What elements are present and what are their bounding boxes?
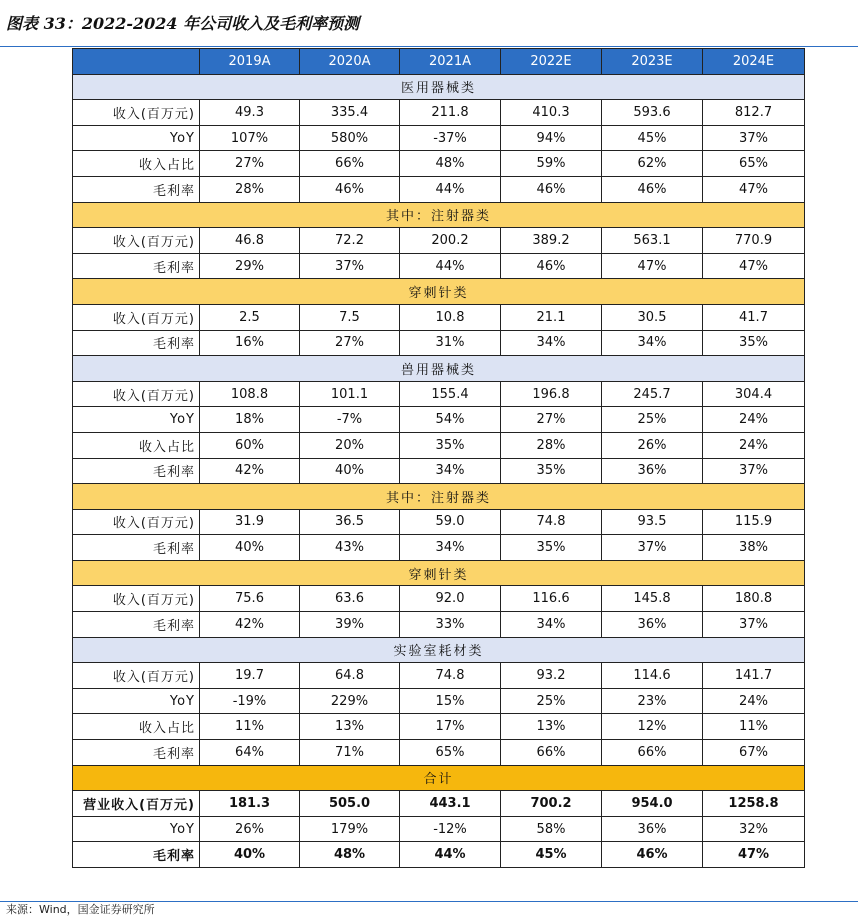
value-cell: 26% bbox=[602, 432, 703, 458]
value-cell: 179% bbox=[300, 816, 400, 842]
table-row bbox=[73, 740, 805, 766]
value-cell: 43% bbox=[300, 535, 400, 561]
table-row bbox=[73, 407, 805, 433]
value-cell: 46% bbox=[602, 842, 703, 868]
year-header: 2024E bbox=[703, 49, 805, 75]
section-title: 兽用器械类 bbox=[73, 356, 805, 382]
value-cell: 114.6 bbox=[602, 663, 703, 689]
value-cell: 46.8 bbox=[200, 228, 300, 254]
row-label: 毛利率 bbox=[73, 842, 200, 868]
value-cell: 36% bbox=[602, 816, 703, 842]
value-cell: 41.7 bbox=[703, 304, 805, 330]
row-label: 营业收入(百万元) bbox=[73, 791, 200, 817]
table-row bbox=[73, 228, 805, 254]
value-cell: 65% bbox=[703, 151, 805, 177]
value-cell: 46% bbox=[300, 176, 400, 202]
value-cell: 34% bbox=[400, 535, 501, 561]
year-header: 2021A bbox=[400, 49, 501, 75]
section-row bbox=[73, 202, 805, 228]
value-cell: 32% bbox=[703, 816, 805, 842]
value-cell: 63.6 bbox=[300, 586, 400, 612]
value-cell: 21.1 bbox=[501, 304, 602, 330]
value-cell: 24% bbox=[703, 688, 805, 714]
value-cell: 34% bbox=[400, 458, 501, 484]
value-cell: 31% bbox=[400, 330, 501, 356]
section-row bbox=[73, 356, 805, 382]
value-cell: 66% bbox=[602, 740, 703, 766]
value-cell: 35% bbox=[501, 535, 602, 561]
value-cell: 107% bbox=[200, 125, 300, 151]
value-cell: 27% bbox=[501, 407, 602, 433]
value-cell: 196.8 bbox=[501, 381, 602, 407]
value-cell: 1258.8 bbox=[703, 791, 805, 817]
value-cell: 47% bbox=[703, 842, 805, 868]
value-cell: 37% bbox=[703, 612, 805, 638]
value-cell: 35% bbox=[400, 432, 501, 458]
table-row bbox=[73, 330, 805, 356]
value-cell: 39% bbox=[300, 612, 400, 638]
row-label: 收入占比 bbox=[73, 432, 200, 458]
section-title: 医用器械类 bbox=[73, 74, 805, 100]
value-cell: 245.7 bbox=[602, 381, 703, 407]
value-cell: 770.9 bbox=[703, 228, 805, 254]
value-cell: 28% bbox=[501, 432, 602, 458]
table-row bbox=[73, 125, 805, 151]
row-label: 收入(百万元) bbox=[73, 586, 200, 612]
table-row bbox=[73, 432, 805, 458]
value-cell: 27% bbox=[300, 330, 400, 356]
section-title: 其中：注射器类 bbox=[73, 202, 805, 228]
row-label: YoY bbox=[73, 125, 200, 151]
value-cell: 34% bbox=[602, 330, 703, 356]
value-cell: 410.3 bbox=[501, 100, 602, 126]
row-label: 收入占比 bbox=[73, 151, 200, 177]
row-label: YoY bbox=[73, 407, 200, 433]
value-cell: 211.8 bbox=[400, 100, 501, 126]
value-cell: 19.7 bbox=[200, 663, 300, 689]
value-cell: 16% bbox=[200, 330, 300, 356]
value-cell: 71% bbox=[300, 740, 400, 766]
table-row bbox=[73, 100, 805, 126]
value-cell: 65% bbox=[400, 740, 501, 766]
row-label: 毛利率 bbox=[73, 176, 200, 202]
value-cell: 7.5 bbox=[300, 304, 400, 330]
value-cell: 33% bbox=[400, 612, 501, 638]
section-title: 实验室耗材类 bbox=[73, 637, 805, 663]
value-cell: 66% bbox=[300, 151, 400, 177]
section-row bbox=[73, 74, 805, 100]
value-cell: 812.7 bbox=[703, 100, 805, 126]
value-cell: 45% bbox=[602, 125, 703, 151]
value-cell: 44% bbox=[400, 176, 501, 202]
row-label: 收入(百万元) bbox=[73, 228, 200, 254]
value-cell: 40% bbox=[200, 535, 300, 561]
table-row bbox=[73, 714, 805, 740]
value-cell: 12% bbox=[602, 714, 703, 740]
value-cell: 34% bbox=[501, 612, 602, 638]
section-row bbox=[73, 560, 805, 586]
value-cell: 116.6 bbox=[501, 586, 602, 612]
value-cell: 30.5 bbox=[602, 304, 703, 330]
value-cell: 180.8 bbox=[703, 586, 805, 612]
table-row bbox=[73, 688, 805, 714]
section-title: 穿刺针类 bbox=[73, 279, 805, 305]
row-label: 毛利率 bbox=[73, 330, 200, 356]
value-cell: 24% bbox=[703, 407, 805, 433]
value-cell: 25% bbox=[501, 688, 602, 714]
value-cell: 47% bbox=[602, 253, 703, 279]
value-cell: 229% bbox=[300, 688, 400, 714]
value-cell: 101.1 bbox=[300, 381, 400, 407]
table-row bbox=[73, 535, 805, 561]
value-cell: 35% bbox=[703, 330, 805, 356]
value-cell: 443.1 bbox=[400, 791, 501, 817]
row-label: 收入(百万元) bbox=[73, 100, 200, 126]
value-cell: 38% bbox=[703, 535, 805, 561]
value-cell: 34% bbox=[501, 330, 602, 356]
value-cell: 563.1 bbox=[602, 228, 703, 254]
table-row bbox=[73, 509, 805, 535]
value-cell: 44% bbox=[400, 253, 501, 279]
value-cell: 40% bbox=[300, 458, 400, 484]
value-cell: 59% bbox=[501, 151, 602, 177]
row-label: 毛利率 bbox=[73, 535, 200, 561]
value-cell: 72.2 bbox=[300, 228, 400, 254]
source-note: 来源：Wind，国金证券研究所 bbox=[6, 903, 155, 916]
value-cell: 74.8 bbox=[400, 663, 501, 689]
section-title: 穿刺针类 bbox=[73, 560, 805, 586]
table-row bbox=[73, 458, 805, 484]
value-cell: 59.0 bbox=[400, 509, 501, 535]
table-row bbox=[73, 816, 805, 842]
section-title: 合计 bbox=[73, 765, 805, 791]
value-cell: 26% bbox=[200, 816, 300, 842]
value-cell: 94% bbox=[501, 125, 602, 151]
value-cell: 115.9 bbox=[703, 509, 805, 535]
value-cell: 40% bbox=[200, 842, 300, 868]
value-cell: 92.0 bbox=[400, 586, 501, 612]
footer-divider bbox=[0, 901, 858, 902]
value-cell: 93.2 bbox=[501, 663, 602, 689]
row-label: 毛利率 bbox=[73, 612, 200, 638]
value-cell: 64.8 bbox=[300, 663, 400, 689]
value-cell: 28% bbox=[200, 176, 300, 202]
value-cell: 60% bbox=[200, 432, 300, 458]
table-row bbox=[73, 381, 805, 407]
value-cell: 24% bbox=[703, 432, 805, 458]
value-cell: 13% bbox=[501, 714, 602, 740]
table-row bbox=[73, 176, 805, 202]
table-row bbox=[73, 791, 805, 817]
value-cell: 145.8 bbox=[602, 586, 703, 612]
value-cell: 580% bbox=[300, 125, 400, 151]
value-cell: 2.5 bbox=[200, 304, 300, 330]
row-label: 毛利率 bbox=[73, 253, 200, 279]
value-cell: 67% bbox=[703, 740, 805, 766]
value-cell: 389.2 bbox=[501, 228, 602, 254]
value-cell: 25% bbox=[602, 407, 703, 433]
header-label-cell bbox=[73, 49, 200, 75]
year-header: 2019A bbox=[200, 49, 300, 75]
value-cell: 46% bbox=[501, 253, 602, 279]
row-label: 收入(百万元) bbox=[73, 663, 200, 689]
value-cell: 37% bbox=[703, 125, 805, 151]
table-row bbox=[73, 612, 805, 638]
value-cell: 37% bbox=[703, 458, 805, 484]
value-cell: 200.2 bbox=[400, 228, 501, 254]
value-cell: 954.0 bbox=[602, 791, 703, 817]
value-cell: -7% bbox=[300, 407, 400, 433]
table-row bbox=[73, 304, 805, 330]
value-cell: 29% bbox=[200, 253, 300, 279]
row-label: YoY bbox=[73, 816, 200, 842]
value-cell: 46% bbox=[602, 176, 703, 202]
value-cell: 11% bbox=[703, 714, 805, 740]
value-cell: 74.8 bbox=[501, 509, 602, 535]
value-cell: 10.8 bbox=[400, 304, 501, 330]
value-cell: 54% bbox=[400, 407, 501, 433]
table-row bbox=[73, 151, 805, 177]
value-cell: -19% bbox=[200, 688, 300, 714]
value-cell: 48% bbox=[400, 151, 501, 177]
section-row bbox=[73, 637, 805, 663]
value-cell: 700.2 bbox=[501, 791, 602, 817]
value-cell: 505.0 bbox=[300, 791, 400, 817]
value-cell: 36% bbox=[602, 612, 703, 638]
value-cell: 20% bbox=[300, 432, 400, 458]
row-label: 收入占比 bbox=[73, 714, 200, 740]
table-row bbox=[73, 842, 805, 868]
header-row bbox=[73, 49, 805, 75]
section-title: 其中：注射器类 bbox=[73, 484, 805, 510]
value-cell: -12% bbox=[400, 816, 501, 842]
value-cell: 93.5 bbox=[602, 509, 703, 535]
value-cell: 36% bbox=[602, 458, 703, 484]
year-header: 2020A bbox=[300, 49, 400, 75]
forecast-table bbox=[72, 48, 805, 868]
row-label: 收入(百万元) bbox=[73, 509, 200, 535]
value-cell: 15% bbox=[400, 688, 501, 714]
value-cell: 37% bbox=[602, 535, 703, 561]
figure-title: 图表 33：2022-2024 年公司收入及毛利率预测 bbox=[6, 14, 360, 33]
value-cell: 181.3 bbox=[200, 791, 300, 817]
value-cell: 141.7 bbox=[703, 663, 805, 689]
value-cell: 64% bbox=[200, 740, 300, 766]
row-label: YoY bbox=[73, 688, 200, 714]
value-cell: 66% bbox=[501, 740, 602, 766]
year-header: 2022E bbox=[501, 49, 602, 75]
value-cell: 304.4 bbox=[703, 381, 805, 407]
table-row bbox=[73, 253, 805, 279]
value-cell: 18% bbox=[200, 407, 300, 433]
value-cell: 58% bbox=[501, 816, 602, 842]
value-cell: 42% bbox=[200, 612, 300, 638]
value-cell: 17% bbox=[400, 714, 501, 740]
section-row bbox=[73, 484, 805, 510]
value-cell: 46% bbox=[501, 176, 602, 202]
row-label: 毛利率 bbox=[73, 740, 200, 766]
value-cell: 62% bbox=[602, 151, 703, 177]
table-body bbox=[73, 74, 805, 867]
value-cell: 35% bbox=[501, 458, 602, 484]
section-row bbox=[73, 765, 805, 791]
value-cell: 155.4 bbox=[400, 381, 501, 407]
value-cell: 335.4 bbox=[300, 100, 400, 126]
value-cell: 44% bbox=[400, 842, 501, 868]
value-cell: 31.9 bbox=[200, 509, 300, 535]
value-cell: 47% bbox=[703, 253, 805, 279]
section-row bbox=[73, 279, 805, 305]
value-cell: 108.8 bbox=[200, 381, 300, 407]
value-cell: 27% bbox=[200, 151, 300, 177]
value-cell: 42% bbox=[200, 458, 300, 484]
table-row bbox=[73, 663, 805, 689]
row-label: 收入(百万元) bbox=[73, 381, 200, 407]
value-cell: 11% bbox=[200, 714, 300, 740]
row-label: 收入(百万元) bbox=[73, 304, 200, 330]
value-cell: 49.3 bbox=[200, 100, 300, 126]
year-header: 2023E bbox=[602, 49, 703, 75]
value-cell: 23% bbox=[602, 688, 703, 714]
value-cell: 37% bbox=[300, 253, 400, 279]
value-cell: 48% bbox=[300, 842, 400, 868]
value-cell: -37% bbox=[400, 125, 501, 151]
value-cell: 45% bbox=[501, 842, 602, 868]
row-label: 毛利率 bbox=[73, 458, 200, 484]
table-row bbox=[73, 586, 805, 612]
value-cell: 47% bbox=[703, 176, 805, 202]
value-cell: 593.6 bbox=[602, 100, 703, 126]
title-divider bbox=[0, 46, 858, 47]
value-cell: 36.5 bbox=[300, 509, 400, 535]
value-cell: 75.6 bbox=[200, 586, 300, 612]
value-cell: 13% bbox=[300, 714, 400, 740]
